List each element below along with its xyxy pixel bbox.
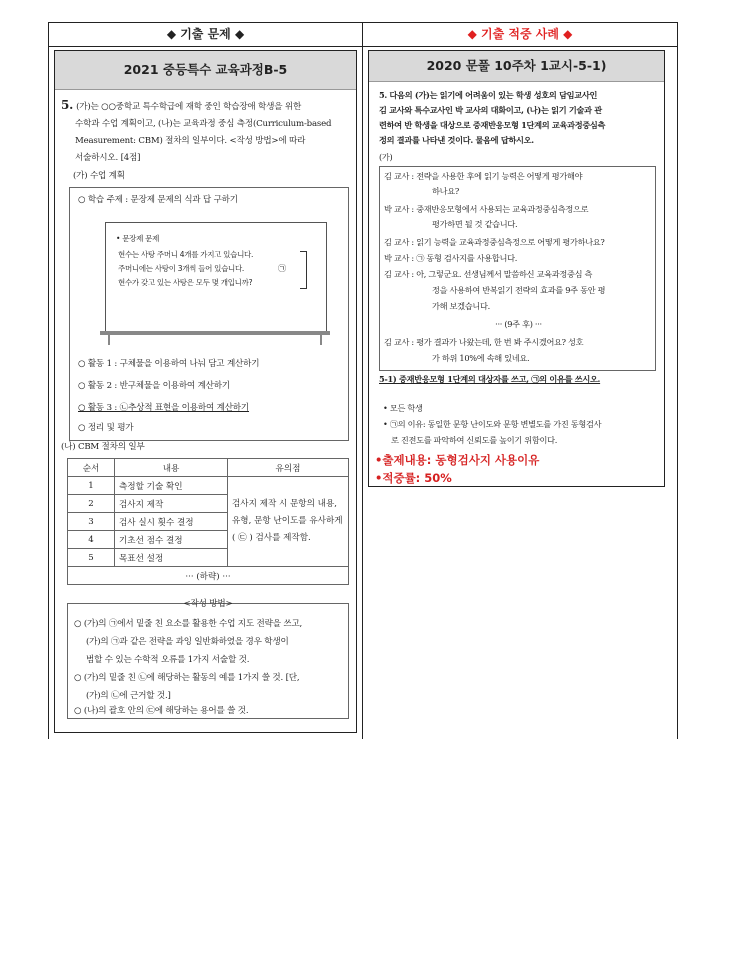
notes-cell [228, 477, 349, 567]
lesson-topic: ○ 학습 주제 : 문장제 문제의 식과 답 구하기 [78, 195, 238, 205]
row-content: 목표선 설정 [115, 549, 228, 567]
result-content: •출제내용: 동형검사지 사용이유 [375, 453, 540, 467]
header-notes: 유의점 [228, 459, 349, 477]
lesson-plan-box [69, 187, 349, 441]
board-line-1: 현수는 사탕 주머니 4개를 가지고 있습니다. [118, 250, 254, 259]
whiteboard [105, 222, 327, 332]
activity-2: ○ 활동 2 : 반구체물을 이용하여 계산하기 [78, 381, 230, 391]
outer-header-bottom [48, 46, 678, 47]
right-intro-line-1: 5. 다음의 (가)는 읽기에 어려움이 있는 학생 성호의 담임교사인 [379, 90, 598, 100]
row-order: 1 [68, 477, 115, 495]
right-intro-line-2: 김 교사와 특수교사인 박 교사의 대화이고, (나)는 읽기 기술과 관 [379, 105, 602, 115]
dialog-line-3: 박 교사 : 중재반응모형에서 사용되는 교육과정중심측정으로 [384, 204, 589, 214]
row-order: 2 [68, 495, 115, 513]
table-row [68, 477, 349, 495]
method-box [67, 599, 349, 719]
method-line-6: ○ (나)의 괄호 안의 ㉢에 해당하는 용어를 쓸 것. [74, 706, 249, 716]
outer-right-border [677, 22, 678, 739]
section-na-label: (나) CBM 절차의 일부 [61, 442, 145, 452]
left-exam-panel [54, 50, 357, 733]
note-line-3: ( ㉢ ) 검사를 제작함. [232, 533, 311, 543]
sub-question: 5-1) 중재반응모형 1단계의 대상자를 쓰고, ㉠의 이유를 쓰시오. [379, 374, 601, 384]
note-line-1: 검사지 제작 시 문항의 내용, [232, 499, 337, 509]
whiteboard-tray [100, 331, 330, 335]
row-content: 측정할 기술 확인 [115, 477, 228, 495]
cbm-header-row [68, 459, 349, 477]
intro-line-3: Measurement: CBM) 절차의 일부이다. <작성 방법>에 따라 [75, 136, 306, 146]
row-order: 5 [68, 549, 115, 567]
row-order: 4 [68, 531, 115, 549]
dialog-line-10: ··· (9주 후) ··· [495, 319, 542, 329]
cbm-table [67, 458, 349, 585]
board-bracket [300, 251, 307, 289]
dialog-line-4: 평가하면 될 것 같습니다. [432, 219, 518, 229]
header-content: 내용 [115, 459, 228, 477]
answer-3: 로 진전도를 파악하여 신뢰도를 높이기 위함이다. [391, 435, 557, 445]
right-section-ga: (가) [379, 152, 393, 162]
dialog-line-8: 정을 사용하여 반복읽기 전략의 효과를 9주 동안 평 [432, 285, 606, 295]
right-exam-title: 2020 문풀 10주차 1교시-5-1) [369, 51, 664, 82]
activity-summary: ○ 정리 및 평가 [78, 423, 134, 433]
result-rate: •적중률: 50% [375, 471, 452, 485]
dialog-line-5: 김 교사 : 읽기 능력을 교육과정중심측정으로 어떻게 평가하나요? [384, 237, 605, 247]
dialog-line-6: 박 교사 : ㉠ 동형 검사지를 사용합니다. [384, 253, 517, 263]
board-marker: ㉠ [278, 263, 286, 273]
method-line-5: (가)의 ㉡에 근거할 것.] [86, 691, 171, 701]
dialog-line-12: 가 하위 10%에 속해 있네요. [432, 353, 530, 363]
table-footer-row [68, 567, 349, 585]
dialog-line-11: 김 교사 : 평가 결과가 나왔는데, 한 번 봐 주시겠어요? 성호 [384, 337, 584, 347]
whiteboard-leg-left [108, 335, 110, 345]
row-content: 검사지 제작 [115, 495, 228, 513]
method-line-1: ○ (가)의 ㉠에서 밑줄 친 요소를 활용한 수업 지도 전략을 쓰고, [74, 619, 303, 629]
row-order: 3 [68, 513, 115, 531]
right-match-panel [368, 50, 665, 487]
right-intro-line-4: 정의 결과를 나타낸 것이다. 물음에 답하시오. [379, 135, 534, 145]
header-order: 순서 [68, 459, 115, 477]
activity-1: ○ 활동 1 : 구체물을 이용하여 나눠 담고 계산하기 [78, 359, 260, 369]
answer-2: • ㉠의 이유: 동일한 문항 난이도와 문항 변별도를 가진 동형검사 [383, 419, 602, 429]
question-number: 5. [61, 98, 74, 112]
dialog-line-9: 가해 보겠습니다. [432, 301, 490, 311]
table-footer: ··· (하략) ··· [68, 567, 349, 585]
activity-3: ○ 활동 3 : ㉡추상적 표현을 이용하여 계산하기 [78, 403, 250, 413]
question-intro [61, 97, 353, 167]
intro-line-2: 수학과 수업 계획이고, (나)는 교육과정 중심 측정(Curriculum-based [75, 119, 332, 129]
right-intro [379, 88, 661, 148]
section-ga-label: (가) 수업 계획 [73, 171, 125, 181]
answer-1: • 모든 학생 [383, 403, 423, 413]
board-line-2: 주머니에는 사탕이 3개씩 들어 있습니다. [118, 264, 245, 273]
left-column-header: ◆ 기출 문제 ◆ [166, 27, 245, 41]
dialog-line-1: 김 교사 : 전략을 사용한 후에 읽기 능력은 어떻게 평가해야 [384, 171, 583, 181]
method-title: <작성 방법> [183, 599, 233, 609]
method-line-3: 범할 수 있는 수학적 오류를 1가지 서술할 것. [86, 655, 250, 665]
board-line-3: 현수가 갖고 있는 사탕은 모두 몇 개입니까? [118, 278, 253, 287]
note-line-2: 유형, 문항 난이도를 유사하게 [232, 516, 343, 526]
method-line-4: ○ (가)의 밑줄 친 ㉡에 해당하는 활동의 예를 1가지 쓸 것. [단, [74, 673, 300, 683]
intro-line-4: 서술하시오. [4점] [75, 153, 141, 163]
left-exam-title: 2021 중등특수 교육과정B-5 [55, 51, 356, 90]
outer-middle-border [362, 22, 363, 739]
board-heading: • 문장제 문제 [116, 234, 160, 243]
dialog-box [379, 166, 656, 371]
row-content: 검사 실시 횟수 결정 [115, 513, 228, 531]
outer-left-border [48, 22, 49, 739]
dialog-line-7: 김 교사 : 아, 그렇군요. 선생님께서 말씀하신 교육과정중심 측 [384, 269, 593, 279]
right-intro-line-3: 련하여 반 학생을 대상으로 중재반응모형 1단계의 교육과정중심측 [379, 120, 606, 130]
dialog-line-2: 하나요? [432, 186, 459, 196]
method-line-2: (가)의 ㉠과 같은 전략을 과잉 일반화하였을 경우 학생이 [86, 637, 289, 647]
whiteboard-leg-right [320, 335, 322, 345]
right-column-header: ◆ 기출 적중 사례 ◆ [467, 27, 573, 41]
intro-line-1: (가)는 ○○중학교 특수학급에 재학 중인 학습장애 학생을 위한 [76, 102, 302, 112]
row-content: 기초선 점수 결정 [115, 531, 228, 549]
